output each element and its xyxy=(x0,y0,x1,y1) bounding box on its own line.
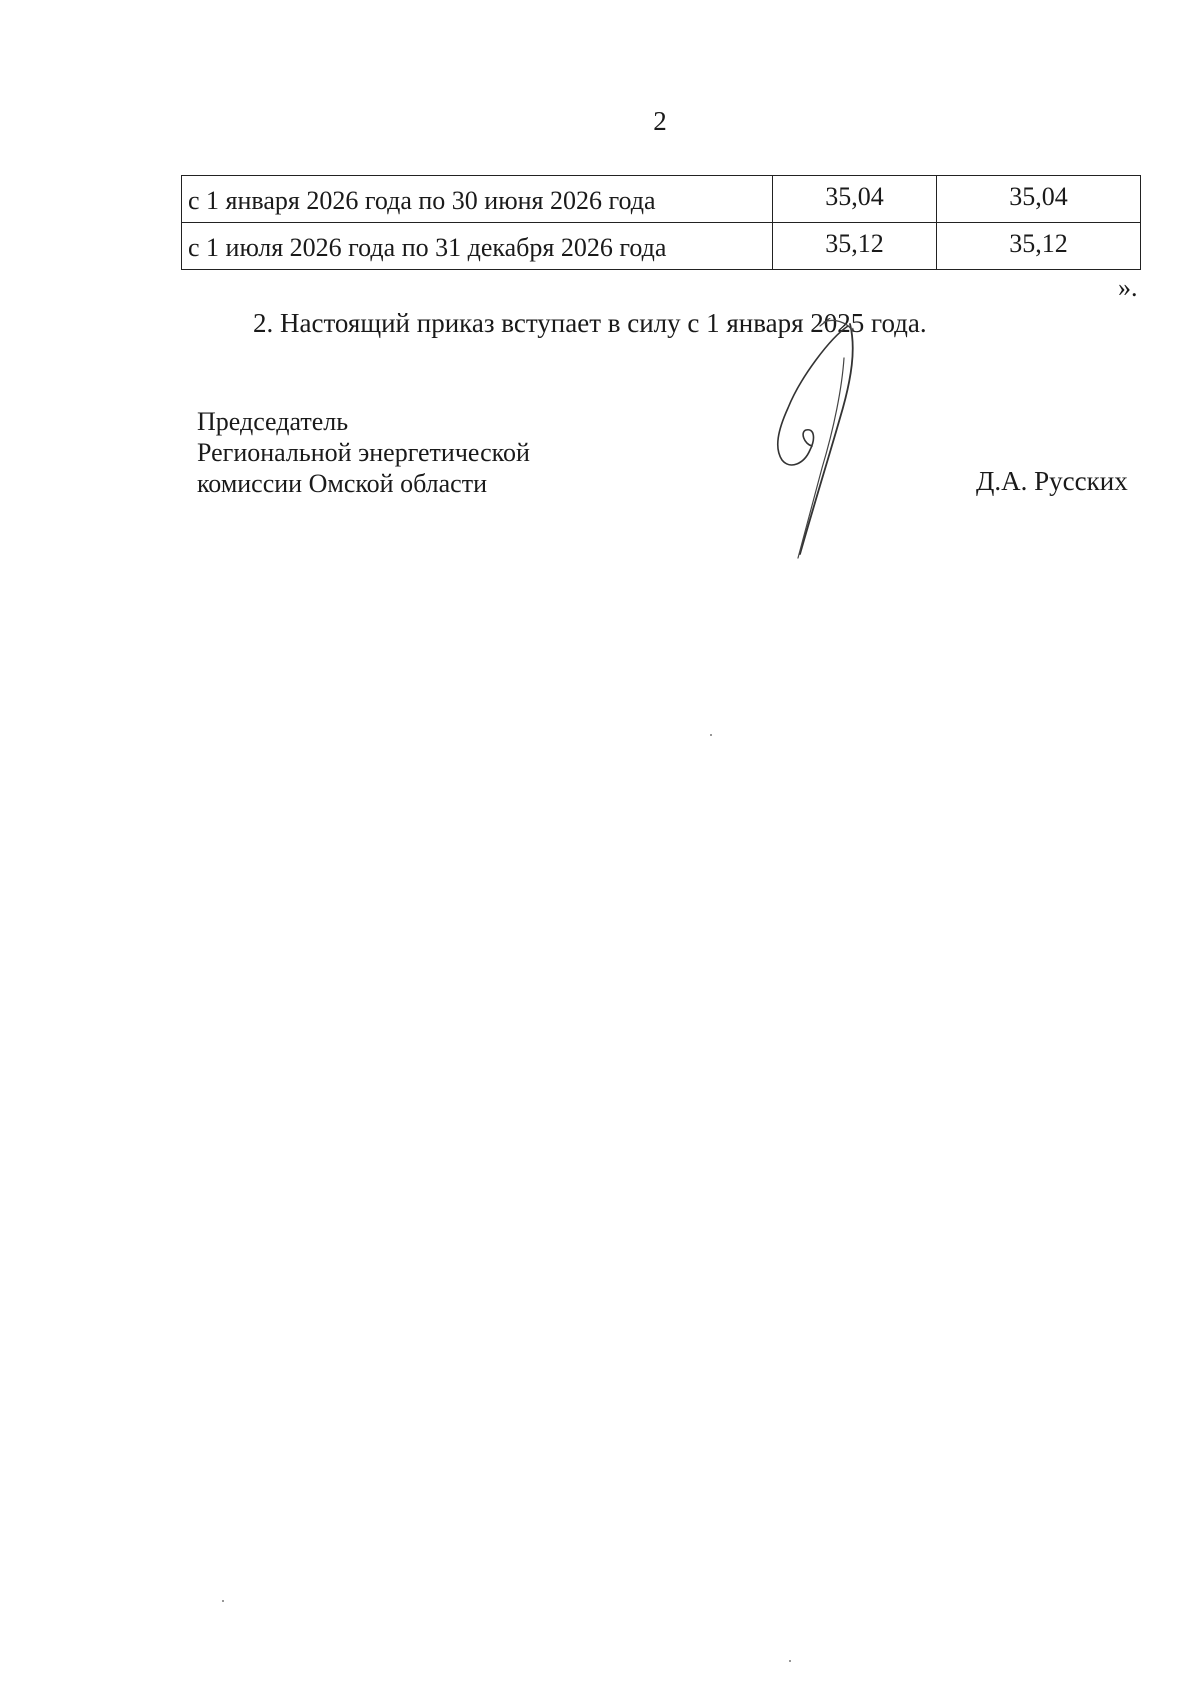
scan-speck xyxy=(789,1660,791,1662)
value-cell: 35,04 xyxy=(772,176,936,223)
period-cell: с 1 июля 2026 года по 31 декабря 2026 года xyxy=(182,223,773,270)
closing-quote: ». xyxy=(1118,273,1138,302)
signatory-position xyxy=(197,406,530,499)
value-cell: 35,04 xyxy=(937,176,1141,223)
effective-date-paragraph: 2. Настоящий приказ вступает в силу с 1 января 2025 года. xyxy=(253,308,927,338)
scan-speck xyxy=(222,1600,224,1602)
scan-speck xyxy=(710,734,712,736)
value-cell: 35,12 xyxy=(772,223,936,270)
table-row xyxy=(182,223,1141,270)
signer-name: Д.А. Русских xyxy=(976,466,1128,496)
page-number: 2 xyxy=(653,106,667,136)
position-line: Председатель xyxy=(197,407,349,436)
position-line: Региональной энергетической xyxy=(197,438,530,467)
handwritten-signature xyxy=(760,318,900,568)
tariff-table xyxy=(181,175,1141,270)
value-cell: 35,12 xyxy=(937,223,1141,270)
table-row xyxy=(182,176,1141,223)
position-line: комиссии Омской области xyxy=(197,469,487,498)
period-cell: с 1 января 2026 года по 30 июня 2026 года xyxy=(182,176,773,223)
